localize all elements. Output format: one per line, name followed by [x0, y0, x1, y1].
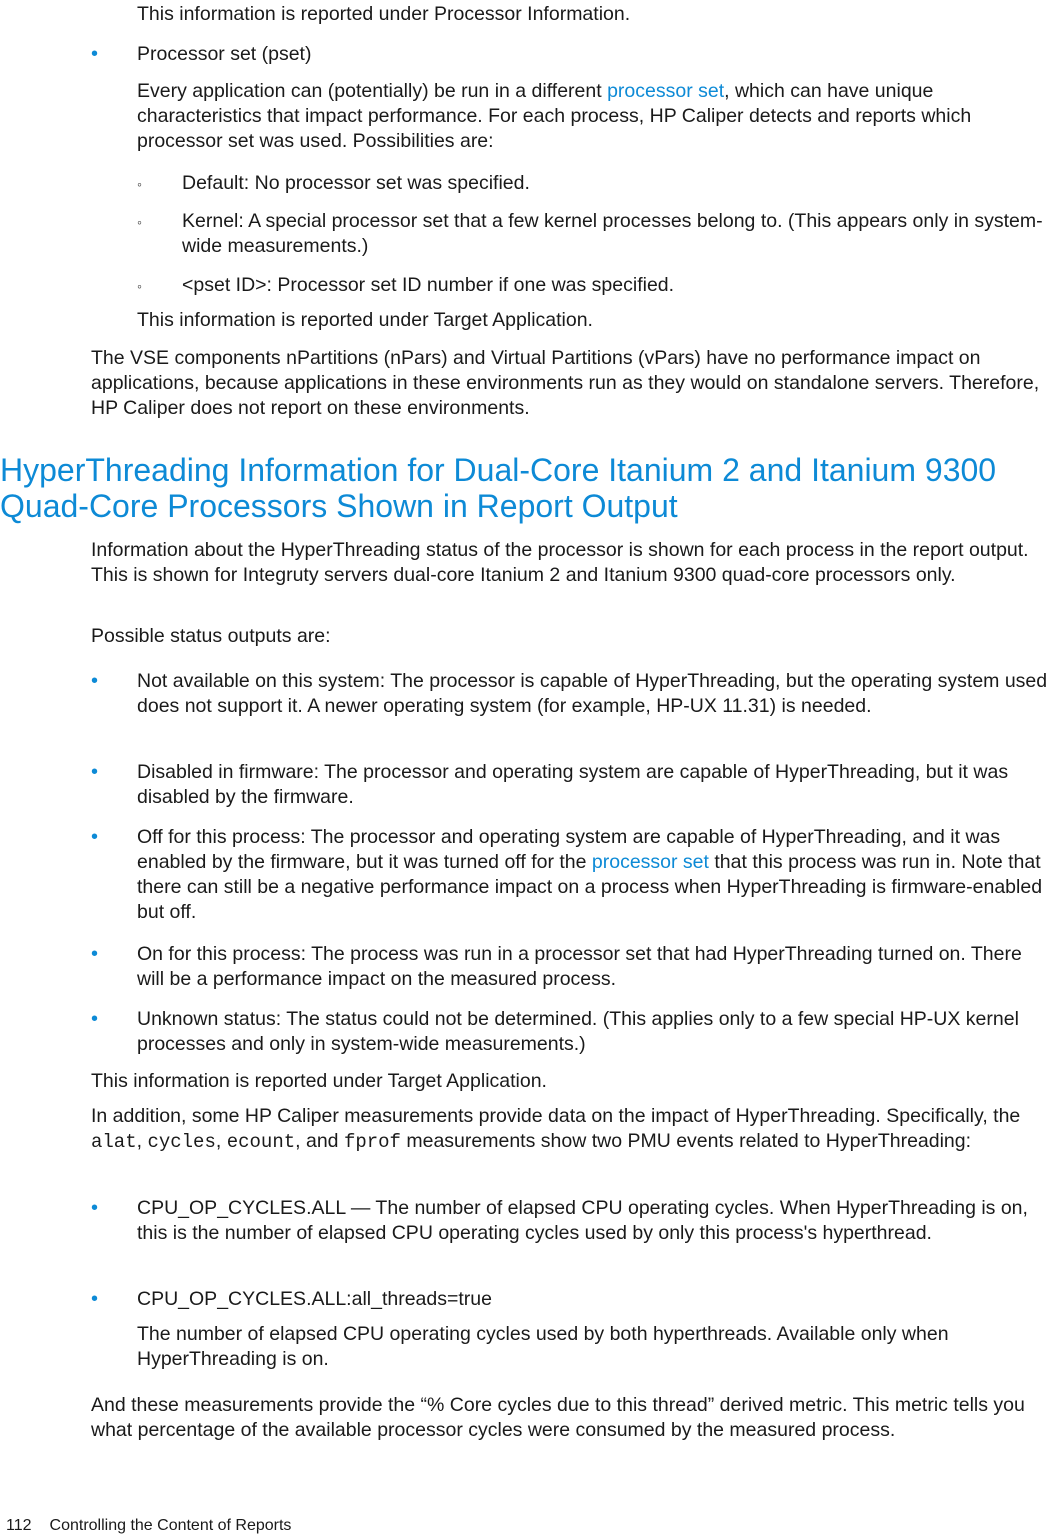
bullet-icon: • — [91, 1288, 99, 1310]
footer-section-title: Controlling the Content of Reports — [49, 1517, 292, 1534]
measurement-ecount: ecount — [226, 1131, 296, 1153]
pset-option-kernel: Kernel: A special processor set that a few kernel processes belong to. (This appears only in system-wide measurements.) — [182, 210, 1043, 257]
pset-option-default: Default: No processor set was specified. — [182, 172, 530, 194]
event-all-threads-desc: The number of elapsed CPU operating cycles used by both hyperthreads. Available only when HyperThreading is on. — [137, 1323, 949, 1370]
pset-title: Processor set (pset) — [137, 43, 312, 65]
sub-bullet-icon: ◦ — [137, 278, 142, 294]
addition-paragraph — [91, 1104, 1050, 1155]
status-lead: Possible status outputs are: — [91, 625, 331, 647]
bullet-icon: • — [91, 1008, 99, 1030]
measurement-alat: alat — [91, 1131, 137, 1153]
measurement-fprof: fprof — [343, 1131, 401, 1153]
processor-set-link-2[interactable]: processor set — [591, 851, 709, 873]
reported-target: This information is reported under Target Application. — [91, 1070, 547, 1092]
separator: , — [136, 1130, 148, 1152]
status-off-text: Off for this process: The processor and operating system are capable of HyperThreading, and it was enabled by the firmware, but it was turned off for the — [137, 826, 1001, 873]
separator: , and — [295, 1130, 344, 1152]
sub-bullet-icon: ◦ — [137, 176, 142, 192]
bullet-icon: • — [91, 670, 99, 692]
ht-intro-paragraph: Information about the HyperThreading status of the processor is shown for each process in the report output. This is shown for Integruty servers dual-core Itanium 2 and Itanium 9300 quad-core processors only. — [91, 539, 1029, 586]
measurement-cycles: cycles — [147, 1131, 216, 1153]
addition-text-2: measurements show two PMU events related to HyperThreading: — [400, 1130, 972, 1152]
status-disabled: Disabled in firmware: The processor and operating system are capable of HyperThreading, but it was disabled by the firmware. — [137, 761, 1009, 808]
page-footer — [6, 1516, 291, 1536]
page-number: 112 — [6, 1517, 32, 1534]
event-all-threads-title: CPU_OP_CYCLES.ALL:all_threads=true — [137, 1288, 492, 1310]
bullet-icon: • — [91, 761, 99, 783]
status-off-text-2: that this process was run in. Note that there can still be a negative performance impact on a process when HyperThreading is firmware-enabled but off. — [137, 851, 1043, 923]
pset-description — [137, 79, 1050, 154]
pset-desc-text-2: , which can have unique characteristics that impact performance. For each process, HP Caliper detects and reports which processor set was used. Possibilities are: — [137, 80, 972, 152]
closing-paragraph: And these measurements provide the “% Core cycles due to this thread” derived metric. This metric tells you what percentage of the available processor cycles were consumed by the measured process. — [91, 1394, 1025, 1441]
status-unknown: Unknown status: The status could not be determined. (This applies only to a few special HP-UX kernel processes and only in system-wide measurements.) — [137, 1008, 1019, 1055]
pset-reported: This information is reported under Target Application. — [137, 309, 593, 331]
separator: , — [215, 1130, 227, 1152]
intro-line: This information is reported under Processor Information. — [137, 3, 631, 25]
section-heading: HyperThreading Information for Dual-Core Itanium 2 and Itanium 9300 Quad-Core Processors Shown in Report Output — [0, 452, 997, 524]
vse-paragraph: The VSE components nPartitions (nPars) and Virtual Partitions (vPars) have no performance impact on applications, because applications in these environments run as they would on standalone servers. Therefore, HP Caliper does not report on these environments. — [91, 347, 1040, 419]
bullet-icon: • — [91, 943, 99, 965]
bullet-icon: • — [91, 43, 99, 65]
event-cpu-op-cycles: CPU_OP_CYCLES.ALL — The number of elapsed CPU operating cycles. When HyperThreading is on, this is the number of elapsed CPU operating cycles used by only this process's hyperthread. — [137, 1197, 1028, 1244]
sub-bullet-icon: ◦ — [137, 214, 142, 230]
status-not-available: Not available on this system: The processor is capable of HyperThreading, but the operating system used does not support it. A newer operating system (for example, HP-UX 11.31) is needed. — [137, 670, 1048, 717]
status-on: On for this process: The process was run in a processor set that had HyperThreading turned on. There will be a performance impact on the measured process. — [137, 943, 1022, 990]
bullet-icon: • — [91, 826, 99, 848]
processor-set-link[interactable]: processor set — [607, 80, 725, 102]
bullet-icon: • — [91, 1197, 99, 1219]
addition-text: In addition, some HP Caliper measurements provide data on the impact of HyperThreading. Specifically, the — [91, 1105, 1021, 1127]
pset-option-id: <pset ID>: Processor set ID number if one was specified. — [182, 274, 675, 296]
pset-desc-text: Every application can (potentially) be run in a different — [137, 80, 608, 102]
status-off — [137, 825, 1050, 925]
